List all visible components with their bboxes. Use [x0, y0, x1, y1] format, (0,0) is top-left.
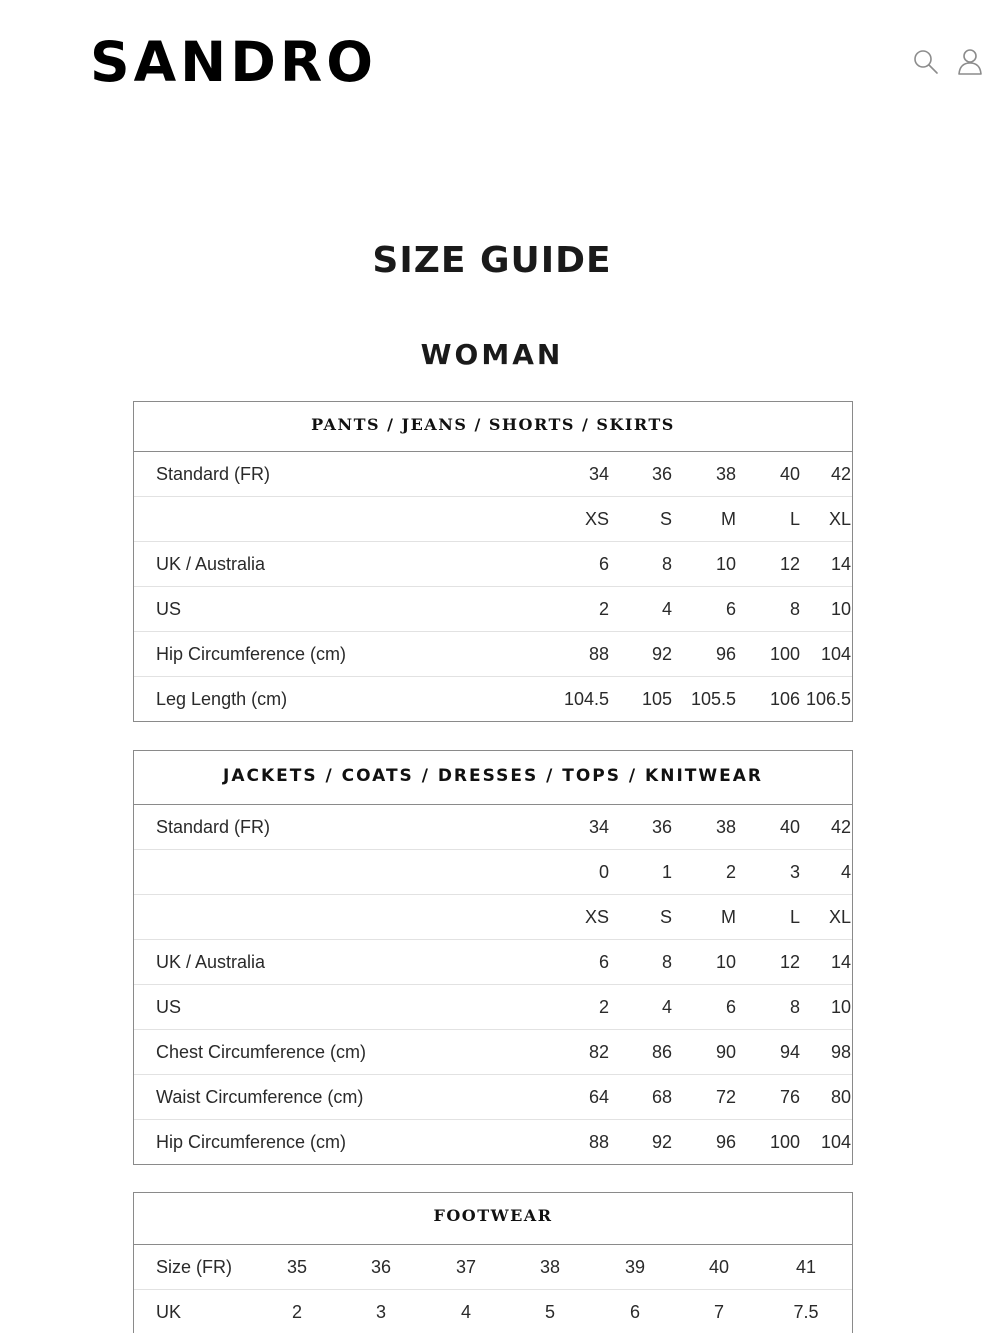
size-cell: 106.5	[805, 689, 851, 709]
table-row	[134, 805, 852, 850]
size-cell: 34	[588, 817, 609, 837]
table-row	[134, 1120, 852, 1164]
table-title: PANTS / JEANS / SHORTS / SKIRTS	[134, 402, 852, 452]
account-button[interactable]	[956, 48, 984, 76]
size-cell: 100	[769, 1132, 800, 1152]
size-cell: 4	[460, 1302, 471, 1322]
row-label: Chest Circumference (cm)	[156, 1042, 367, 1062]
table-body	[134, 452, 852, 721]
size-cell: 96	[715, 644, 736, 664]
size-cell: 5	[544, 1302, 555, 1322]
site-header	[0, 0, 1000, 120]
size-cell: 100	[769, 644, 800, 664]
size-cell: 40	[779, 464, 800, 484]
size-cell: 98	[830, 1042, 851, 1062]
table-row	[134, 452, 852, 497]
size-cell: 104.5	[563, 689, 609, 709]
size-cell: 3	[789, 862, 800, 882]
table-title: JACKETS / COATS / DRESSES / TOPS / KNITWEAR	[134, 751, 852, 805]
size-cell: 8	[789, 599, 800, 619]
size-cell: 88	[588, 1132, 609, 1152]
size-cell: 8	[789, 997, 800, 1017]
size-cell: 38	[715, 464, 736, 484]
size-cell: 10	[830, 997, 851, 1017]
size-cell: 8	[661, 554, 672, 574]
table-row	[134, 1030, 852, 1075]
row-label: Size (FR)	[156, 1257, 232, 1277]
size-cell: XL	[828, 509, 851, 529]
size-cell: M	[721, 907, 736, 927]
size-cell: 80	[830, 1087, 851, 1107]
row-label: Hip Circumference (cm)	[156, 644, 347, 664]
size-cell: 2	[598, 599, 609, 619]
size-cell: 3	[375, 1302, 386, 1322]
pants-size-table	[133, 401, 853, 722]
size-cell: L	[789, 509, 800, 529]
size-cell: 37	[455, 1257, 477, 1277]
size-cell: S	[659, 907, 672, 927]
size-cell: 12	[779, 952, 800, 972]
size-cell: 14	[830, 554, 851, 574]
size-cell: 72	[715, 1087, 736, 1107]
size-cell: 35	[286, 1257, 308, 1277]
size-cell: M	[721, 509, 736, 529]
size-cell: 7	[713, 1302, 724, 1322]
size-cell: 6	[629, 1302, 640, 1322]
size-cell: 68	[651, 1087, 672, 1107]
size-cell: 88	[588, 644, 609, 664]
table-row	[134, 677, 852, 721]
table-title: FOOTWEAR	[134, 1193, 852, 1245]
table-row	[134, 1245, 852, 1290]
size-cell: 92	[651, 1132, 672, 1152]
size-cell: 10	[715, 952, 736, 972]
size-cell: 92	[651, 644, 672, 664]
table-body	[134, 1245, 852, 1333]
size-cell: 4	[661, 997, 672, 1017]
size-cell: XL	[828, 907, 851, 927]
table-row	[134, 1290, 852, 1333]
page-title: SIZE GUIDE	[372, 240, 612, 281]
size-cell: 36	[370, 1257, 392, 1277]
size-cell: 40	[708, 1257, 730, 1277]
size-cell: 106	[769, 689, 800, 709]
size-cell: 2	[291, 1302, 302, 1322]
size-cell: 8	[661, 952, 672, 972]
table-row	[134, 985, 852, 1030]
size-cell: 36	[651, 464, 672, 484]
size-cell: 14	[830, 952, 851, 972]
size-cell: 64	[588, 1087, 609, 1107]
size-cell: 42	[830, 464, 851, 484]
size-cell: 82	[588, 1042, 609, 1062]
size-cell: 2	[725, 862, 736, 882]
size-cell: 2	[598, 997, 609, 1017]
row-label: UK	[156, 1302, 182, 1322]
table-row	[134, 850, 852, 895]
table-row	[134, 632, 852, 677]
size-cell: 6	[725, 599, 736, 619]
search-button[interactable]	[912, 48, 940, 76]
size-cell: S	[659, 509, 672, 529]
table-row	[134, 940, 852, 985]
size-cell: 34	[588, 464, 609, 484]
size-cell: L	[789, 907, 800, 927]
size-cell: 94	[779, 1042, 800, 1062]
size-cell: 4	[661, 599, 672, 619]
size-cell: 90	[715, 1042, 736, 1062]
size-cell: 39	[624, 1257, 646, 1277]
size-cell: 40	[779, 817, 800, 837]
size-cell: 38	[539, 1257, 561, 1277]
jackets-size-table	[133, 750, 853, 1165]
account-icon	[956, 48, 984, 76]
size-cell: 104	[820, 1132, 851, 1152]
size-cell: 10	[715, 554, 736, 574]
size-cell: 7.5	[793, 1302, 819, 1322]
size-cell: 104	[820, 644, 851, 664]
size-cell: 36	[651, 817, 672, 837]
size-cell: 76	[779, 1087, 800, 1107]
size-cell: XS	[584, 509, 609, 529]
table-row	[134, 587, 852, 632]
size-cell: XS	[584, 907, 609, 927]
size-cell: 4	[840, 862, 851, 882]
row-label: Leg Length (cm)	[156, 689, 288, 709]
table-row	[134, 1075, 852, 1120]
size-cell: 38	[715, 817, 736, 837]
row-label: Hip Circumference (cm)	[156, 1132, 347, 1152]
size-cell: 42	[830, 817, 851, 837]
size-cell: 6	[725, 997, 736, 1017]
size-cell: 105	[641, 689, 672, 709]
row-label: Waist Circumference (cm)	[156, 1087, 364, 1107]
size-cell: 96	[715, 1132, 736, 1152]
size-cell: 41	[795, 1257, 817, 1277]
row-label: Standard (FR)	[156, 464, 271, 484]
table-row	[134, 497, 852, 542]
size-cell: 86	[651, 1042, 672, 1062]
table-row	[134, 542, 852, 587]
table-row	[134, 895, 852, 940]
row-label: US	[156, 997, 182, 1017]
size-cell: 6	[598, 952, 609, 972]
size-cell: 105.5	[690, 689, 736, 709]
search-icon	[912, 48, 940, 76]
row-label: UK / Australia	[156, 952, 266, 972]
row-label: US	[156, 599, 182, 619]
section-title-woman: WOMAN	[420, 338, 564, 371]
footwear-size-table	[133, 1192, 853, 1333]
size-cell: 6	[598, 554, 609, 574]
size-cell: 1	[661, 862, 672, 882]
size-cell: 0	[598, 862, 609, 882]
row-label: Standard (FR)	[156, 817, 271, 837]
row-label: UK / Australia	[156, 554, 266, 574]
size-cell: 10	[830, 599, 851, 619]
sandro-logo[interactable]: SANDRO	[90, 30, 377, 94]
size-cell: 12	[779, 554, 800, 574]
table-body	[134, 805, 852, 1164]
